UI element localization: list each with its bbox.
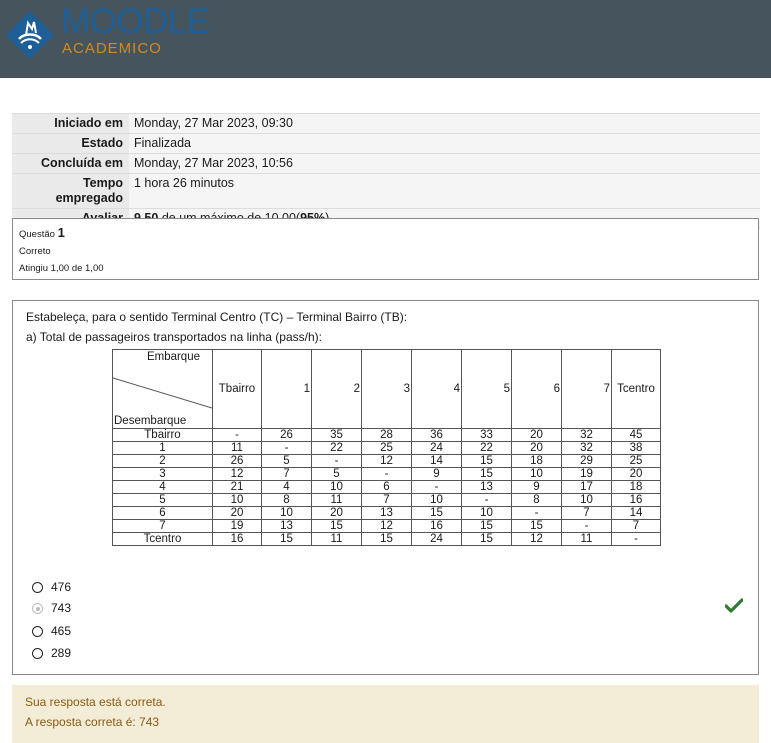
brand-subtitle: ACADEMICO bbox=[62, 40, 162, 57]
od-cell: 33 bbox=[462, 429, 512, 442]
radio-button[interactable] bbox=[32, 582, 43, 593]
od-cell: 11 bbox=[213, 442, 262, 455]
od-cell: 16 bbox=[213, 533, 262, 546]
od-cell: 16 bbox=[412, 520, 462, 533]
question-content bbox=[12, 300, 759, 675]
od-cell: - bbox=[213, 429, 262, 442]
col-header: 2 bbox=[312, 350, 362, 429]
od-cell: 15 bbox=[462, 520, 512, 533]
summary-value: Finalizada bbox=[129, 134, 760, 154]
od-row bbox=[113, 520, 661, 533]
od-cell: 7 bbox=[562, 507, 612, 520]
question-num: 1 bbox=[57, 225, 65, 240]
od-row bbox=[113, 533, 661, 546]
od-cell: 13 bbox=[262, 520, 312, 533]
od-cell: 45 bbox=[612, 429, 661, 442]
od-row bbox=[113, 507, 661, 520]
od-cell: 13 bbox=[462, 481, 512, 494]
od-cell: 9 bbox=[412, 468, 462, 481]
od-cell: 19 bbox=[213, 520, 262, 533]
site-header bbox=[0, 0, 771, 78]
col-header: 6 bbox=[512, 350, 562, 429]
summary-label: Estado bbox=[12, 134, 129, 154]
od-row bbox=[113, 481, 661, 494]
od-cell: 14 bbox=[612, 507, 661, 520]
col-header: 1 bbox=[262, 350, 312, 429]
od-cell: 24 bbox=[412, 533, 462, 546]
od-cell: 26 bbox=[213, 455, 262, 468]
od-cell: 7 bbox=[612, 520, 661, 533]
od-cell: 10 bbox=[262, 507, 312, 520]
od-cell: 15 bbox=[362, 533, 412, 546]
od-cell: 12 bbox=[213, 468, 262, 481]
od-cell: 12 bbox=[512, 533, 562, 546]
od-cell: 10 bbox=[512, 468, 562, 481]
feedback-correct: Sua resposta está correta. bbox=[25, 695, 166, 709]
od-cell: 15 bbox=[462, 533, 512, 546]
od-row bbox=[113, 455, 661, 468]
od-cell: 15 bbox=[262, 533, 312, 546]
od-cell: 38 bbox=[612, 442, 661, 455]
radio-button-selected[interactable] bbox=[32, 603, 43, 614]
row-label: 5 bbox=[113, 494, 213, 507]
row-label: 3 bbox=[113, 468, 213, 481]
od-cell: 8 bbox=[512, 494, 562, 507]
od-row bbox=[113, 442, 661, 455]
od-cell: - bbox=[362, 468, 412, 481]
od-cell: 8 bbox=[262, 494, 312, 507]
od-cell: 32 bbox=[562, 429, 612, 442]
desembarque-label: Desembarque bbox=[114, 415, 187, 427]
summary-label: Tempo empregado bbox=[12, 174, 129, 209]
od-cell: 10 bbox=[562, 494, 612, 507]
col-header: Tbairro bbox=[213, 350, 262, 429]
option-label[interactable]: 289 bbox=[51, 646, 72, 660]
od-cell: 20 bbox=[512, 429, 562, 442]
summary-value: Monday, 27 Mar 2023, 10:56 bbox=[129, 154, 760, 174]
od-cell: 13 bbox=[362, 507, 412, 520]
question-subtext: a) Total de passageiros transportados na linha (pass/h): bbox=[26, 330, 322, 344]
od-row bbox=[113, 494, 661, 507]
od-cell: 24 bbox=[412, 442, 462, 455]
summary-row bbox=[12, 114, 760, 134]
radio-button[interactable] bbox=[32, 648, 43, 659]
feedback-answer: A resposta correta é: 743 bbox=[25, 715, 160, 729]
check-icon bbox=[725, 598, 743, 614]
question-number bbox=[19, 225, 65, 240]
brand-title[interactable]: MOODLE bbox=[61, 2, 210, 41]
od-cell: 9 bbox=[512, 481, 562, 494]
od-cell: 12 bbox=[362, 520, 412, 533]
od-cell: 11 bbox=[562, 533, 612, 546]
row-label: 1 bbox=[113, 442, 213, 455]
od-cell: 11 bbox=[312, 494, 362, 507]
col-header: 3 bbox=[362, 350, 412, 429]
od-cell: 20 bbox=[312, 507, 362, 520]
od-cell: - bbox=[262, 442, 312, 455]
summary-label: Iniciado em bbox=[12, 114, 129, 134]
od-cell: 35 bbox=[312, 429, 362, 442]
row-label: Tcentro bbox=[113, 533, 213, 546]
od-cell: 5 bbox=[312, 468, 362, 481]
od-cell: 10 bbox=[462, 507, 512, 520]
od-cell: 10 bbox=[213, 494, 262, 507]
od-cell: 19 bbox=[562, 468, 612, 481]
od-cell: 6 bbox=[362, 481, 412, 494]
od-cell: 15 bbox=[512, 520, 562, 533]
od-cell: 17 bbox=[562, 481, 612, 494]
attempt-summary bbox=[12, 113, 760, 229]
row-label: 7 bbox=[113, 520, 213, 533]
summary-value: Monday, 27 Mar 2023, 09:30 bbox=[129, 114, 760, 134]
od-cell: 29 bbox=[562, 455, 612, 468]
question-text: Estabeleça, para o sentido Terminal Centro (TC) – Terminal Bairro (TB): bbox=[26, 310, 408, 324]
moodle-logo-icon[interactable] bbox=[6, 11, 54, 59]
row-label: 4 bbox=[113, 481, 213, 494]
od-cell: 22 bbox=[462, 442, 512, 455]
od-cell: 22 bbox=[312, 442, 362, 455]
question-state: Correto bbox=[19, 246, 51, 257]
question-info-panel bbox=[12, 218, 759, 280]
od-cell: 4 bbox=[262, 481, 312, 494]
od-cell: 32 bbox=[562, 442, 612, 455]
od-cell: 28 bbox=[362, 429, 412, 442]
od-cell: 20 bbox=[512, 442, 562, 455]
od-cell: 25 bbox=[362, 442, 412, 455]
od-cell: 20 bbox=[213, 507, 262, 520]
summary-label: Concluída em bbox=[12, 154, 129, 174]
od-cell: 7 bbox=[362, 494, 412, 507]
od-cell: 15 bbox=[312, 520, 362, 533]
col-header: 5 bbox=[462, 350, 512, 429]
od-cell: 36 bbox=[412, 429, 462, 442]
radio-button[interactable] bbox=[32, 626, 43, 637]
summary-row bbox=[12, 134, 760, 154]
od-cell: - bbox=[312, 455, 362, 468]
od-cell: 5 bbox=[262, 455, 312, 468]
summary-value: 1 hora 26 minutos bbox=[129, 174, 760, 209]
od-cell: 14 bbox=[412, 455, 462, 468]
embarque-label: Embarque bbox=[146, 351, 200, 363]
od-cell: 18 bbox=[512, 455, 562, 468]
question-grade: Atingiu 1,00 de 1,00 bbox=[19, 263, 104, 274]
od-cell: 25 bbox=[612, 455, 661, 468]
od-cell: - bbox=[512, 507, 562, 520]
col-header: Tcentro bbox=[612, 350, 661, 429]
od-cell: - bbox=[462, 494, 512, 507]
od-corner-cell bbox=[113, 350, 213, 429]
row-label: Tbairro bbox=[113, 429, 213, 442]
question-label: Questão bbox=[19, 229, 55, 240]
od-cell: 10 bbox=[312, 481, 362, 494]
od-cell: 15 bbox=[412, 507, 462, 520]
feedback-panel bbox=[12, 685, 759, 743]
od-cell: 11 bbox=[312, 533, 362, 546]
od-cell: 18 bbox=[612, 481, 661, 494]
od-cell: 20 bbox=[612, 468, 661, 481]
row-label: 2 bbox=[113, 455, 213, 468]
od-cell: 15 bbox=[462, 468, 512, 481]
od-body bbox=[113, 429, 661, 546]
option-label[interactable]: 465 bbox=[51, 624, 72, 638]
od-cell: 10 bbox=[412, 494, 462, 507]
row-label: 6 bbox=[113, 507, 213, 520]
od-cell: 16 bbox=[612, 494, 661, 507]
od-cell: 26 bbox=[262, 429, 312, 442]
od-matrix-table bbox=[112, 349, 661, 546]
od-cell: 15 bbox=[462, 455, 512, 468]
summary-row bbox=[12, 174, 760, 209]
option-label[interactable]: 743 bbox=[51, 601, 72, 615]
od-row bbox=[113, 468, 661, 481]
col-header: 4 bbox=[412, 350, 462, 429]
od-cell: - bbox=[562, 520, 612, 533]
summary-row bbox=[12, 154, 760, 174]
od-header-row bbox=[113, 350, 661, 429]
od-cell: 12 bbox=[362, 455, 412, 468]
option-label[interactable]: 476 bbox=[51, 580, 72, 594]
od-cell: - bbox=[412, 481, 462, 494]
col-header: 7 bbox=[562, 350, 612, 429]
od-row bbox=[113, 429, 661, 442]
od-cell: 21 bbox=[213, 481, 262, 494]
od-cell: - bbox=[612, 533, 661, 546]
od-cell: 7 bbox=[262, 468, 312, 481]
